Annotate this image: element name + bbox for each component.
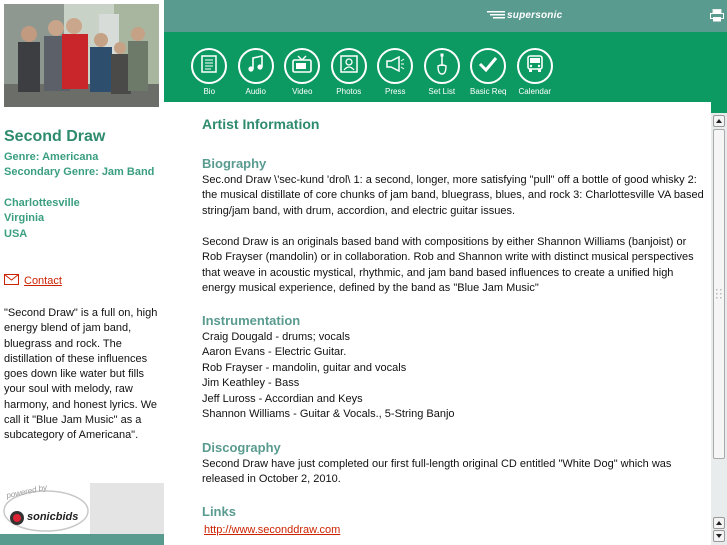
nav-label: Audio bbox=[245, 87, 266, 96]
content-area bbox=[186, 102, 711, 545]
list-item: Rob Frayser - mandolin, guitar and vocals bbox=[202, 361, 407, 374]
nav-label: Video bbox=[292, 87, 313, 96]
print-icon[interactable] bbox=[710, 9, 724, 27]
nav-press[interactable] bbox=[372, 48, 419, 96]
scrollbar-thumb[interactable] bbox=[713, 129, 725, 459]
nav-bio[interactable] bbox=[186, 48, 233, 96]
scroll-up-button[interactable] bbox=[713, 115, 725, 127]
sonicbids-logo: sonicbids bbox=[27, 511, 79, 523]
arrow-up-icon bbox=[716, 119, 722, 123]
nav-label: Bio bbox=[203, 87, 216, 96]
links-heading: Links bbox=[202, 504, 236, 519]
powered-by-label: powered by bbox=[5, 482, 48, 501]
list-item: Shannon Williams - Guitar & Vocals., 5-String Banjo bbox=[202, 408, 455, 421]
biography-paragraph-2: Second Draw is an originals based band with compositions by either Shannon Williams (banjoist) or Rob Frayser (mandolin) or in collaboration. Rob and Shannon write with distinct musical perspectives that weave in acoustic mystical, rhythmic, and jam band based influences to create a unified high energy musical experience, defined by the band as "Blue Jam Music" bbox=[202, 236, 694, 295]
grip-icon bbox=[714, 288, 724, 302]
biography-heading: Biography bbox=[202, 156, 267, 171]
list-item: Jim Keathley - Bass bbox=[202, 377, 300, 390]
document-icon bbox=[201, 55, 217, 78]
checkmark-icon bbox=[478, 56, 498, 77]
city: Charlottesville bbox=[4, 197, 80, 209]
list-item: Jeff Luross - Accordian and Keys bbox=[202, 392, 363, 405]
scrollbar[interactable] bbox=[711, 113, 727, 545]
photo-icon bbox=[340, 55, 358, 78]
contact-label: Contact bbox=[24, 275, 62, 287]
nav-photos[interactable] bbox=[326, 48, 373, 96]
brand-text: supersonic bbox=[507, 10, 563, 21]
discography-paragraph: Second Draw have just completed our first full-length original CD entitled "White Dog" which was released in October 2, 2010. bbox=[202, 458, 672, 486]
artist-description: "Second Draw" is a full on, high energy blend of jam band, bluegrass and rock. The distillation of these influences goes down like water but fills your soul with melody, raw harmony, and honest lyrics. We call it "Blue Jam Music" as a subcategory of Americana". bbox=[4, 307, 158, 442]
guitar-icon bbox=[435, 53, 449, 80]
instrumentation-heading: Instrumentation bbox=[202, 313, 301, 328]
sidebar bbox=[0, 0, 164, 545]
music-note-icon bbox=[247, 55, 265, 78]
secondary-genre: Secondary Genre: Jam Band bbox=[4, 166, 155, 178]
list-item: Craig Dougald - drums; vocals bbox=[202, 331, 350, 343]
nav-set-list[interactable] bbox=[419, 48, 466, 96]
biography-paragraph-1: Sec.ond Draw \'sec-kund 'drol\ 1: a second, longer, more satisfying "pull" off a bottle of good whisky 2: the musical distillate of core chunks of jam band, bluegrass, blues, and rock 3: Charlottesville VA based string/jam band, with drum, accordion, and electric guitar issues. bbox=[202, 174, 704, 217]
nav-video[interactable] bbox=[279, 48, 326, 96]
tv-icon bbox=[292, 55, 312, 78]
genre: Genre: Americana bbox=[4, 151, 99, 163]
list-item: Aaron Evans - Electric Guitar. bbox=[202, 346, 347, 359]
megaphone-icon bbox=[385, 56, 405, 77]
page-title: Artist Information bbox=[202, 116, 320, 132]
band-photo bbox=[4, 4, 159, 107]
nav-audio[interactable] bbox=[233, 48, 280, 96]
state: Virginia bbox=[4, 212, 45, 224]
nav-label: Photos bbox=[336, 87, 362, 96]
scroll-up-button-lower[interactable] bbox=[713, 517, 725, 529]
nav-label: Basic Req bbox=[470, 87, 507, 96]
arrow-up-icon bbox=[716, 521, 722, 525]
band-website-link[interactable]: http://www.seconddraw.com bbox=[204, 524, 341, 536]
artist-name: Second Draw bbox=[4, 128, 106, 145]
nav-label: Calendar bbox=[518, 87, 551, 96]
powered-by-sonicbids[interactable] bbox=[0, 483, 164, 534]
contact-link[interactable] bbox=[4, 274, 62, 288]
country: USA bbox=[4, 228, 28, 240]
supersonic-logo bbox=[487, 10, 562, 21]
instrumentation-list bbox=[202, 330, 455, 422]
nav-basic-req[interactable] bbox=[465, 48, 512, 96]
arrow-down-icon bbox=[716, 534, 722, 538]
bus-icon bbox=[526, 55, 544, 78]
sidebar-footer-bar bbox=[0, 534, 164, 545]
discography-heading: Discography bbox=[202, 440, 281, 455]
envelope-icon bbox=[4, 274, 19, 288]
main-nav bbox=[186, 48, 558, 96]
nav-label: Press bbox=[385, 87, 406, 96]
scroll-down-button[interactable] bbox=[713, 530, 725, 542]
nav-label: Set List bbox=[428, 87, 456, 96]
top-bar bbox=[164, 0, 727, 32]
nav-calendar[interactable] bbox=[512, 48, 559, 96]
